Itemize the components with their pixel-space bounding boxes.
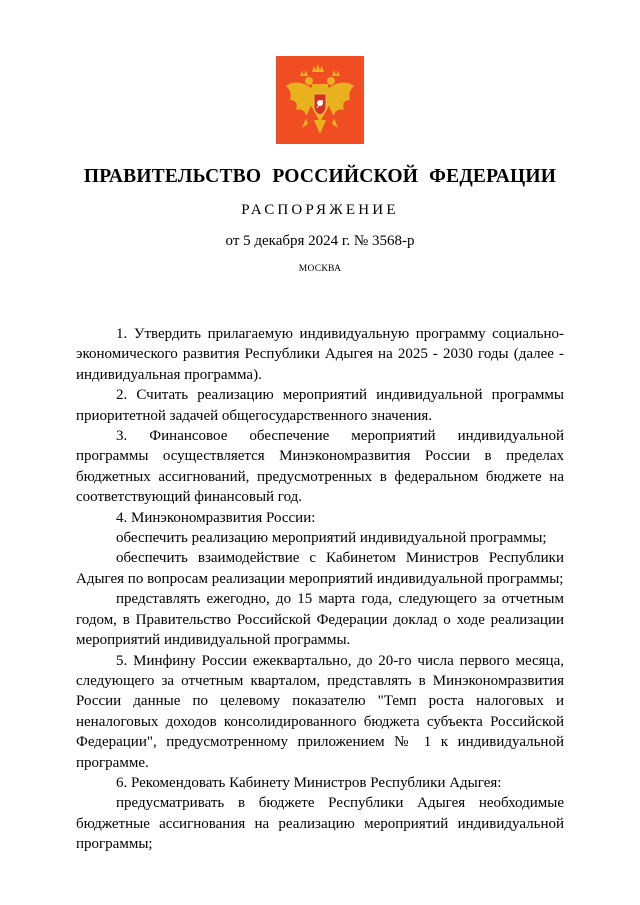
paragraph: 4. Минэкономразвития России:: [116, 509, 316, 526]
paragraph: предусматривать в бюджете Республики Адыгея необходимые бюджетные ассигнования на реализацию мероприятий индивидуальной программы;: [76, 795, 564, 853]
document-body: [76, 324, 564, 855]
government-title: ПРАВИТЕЛЬСТВО РОССИЙСКОЙ ФЕДЕРАЦИИ: [83, 166, 557, 187]
paragraph: 5. Минфину России ежеквартально, до 20-го числа первого месяца, следующего за отчетным кварталом, представлять в Минэкономразвития России данные по целевому показателю "Темп роста налоговых и неналоговых доходов консолидированного бюджета субъекта Российской Федерации", предусмотренному приложением № 1 к индивидуальной программе.: [76, 652, 564, 771]
paragraph: обеспечить реализацию мероприятий индивидуальной программы;: [116, 530, 547, 547]
paragraph: 6. Рекомендовать Кабинету Министров Республики Адыгея:: [116, 774, 502, 791]
document-type: РАСПОРЯЖЕНИЕ: [241, 202, 399, 218]
paragraph: обеспечить взаимодействие с Кабинетом Министров Республики Адыгея по вопросам реализации мероприятий индивидуальной программы;: [76, 550, 564, 587]
coat-of-arms-icon: [276, 56, 364, 144]
coat-of-arms-emblem: [276, 56, 364, 144]
document-date-number: от 5 декабря 2024 г. № 3568-р: [225, 233, 415, 249]
paragraph: 1. Утвердить прилагаемую индивидуальную программу социально-экономического развития Республики Адыгея на 2025 - 2030 годы (далее - индивидуальная программа).: [76, 326, 564, 383]
paragraph: 3. Финансовое обеспечение мероприятий индивидуальной программы осуществляется Минэкономразвития России в пределах бюджетных ассигнований, предусмотренных в федеральном бюджете на соответствующий финансовый год.: [76, 428, 564, 506]
paragraph: 2. Считать реализацию мероприятий индивидуальной программы приоритетной задачей общегосударственного значения.: [76, 387, 564, 424]
document-city: МОСКВА: [298, 264, 342, 274]
paragraph: представлять ежегодно, до 15 марта года, следующего за отчетным годом, в Правительство Российской Федерации доклад о ходе реализации мероприятий индивидуальной программы.: [76, 591, 564, 649]
